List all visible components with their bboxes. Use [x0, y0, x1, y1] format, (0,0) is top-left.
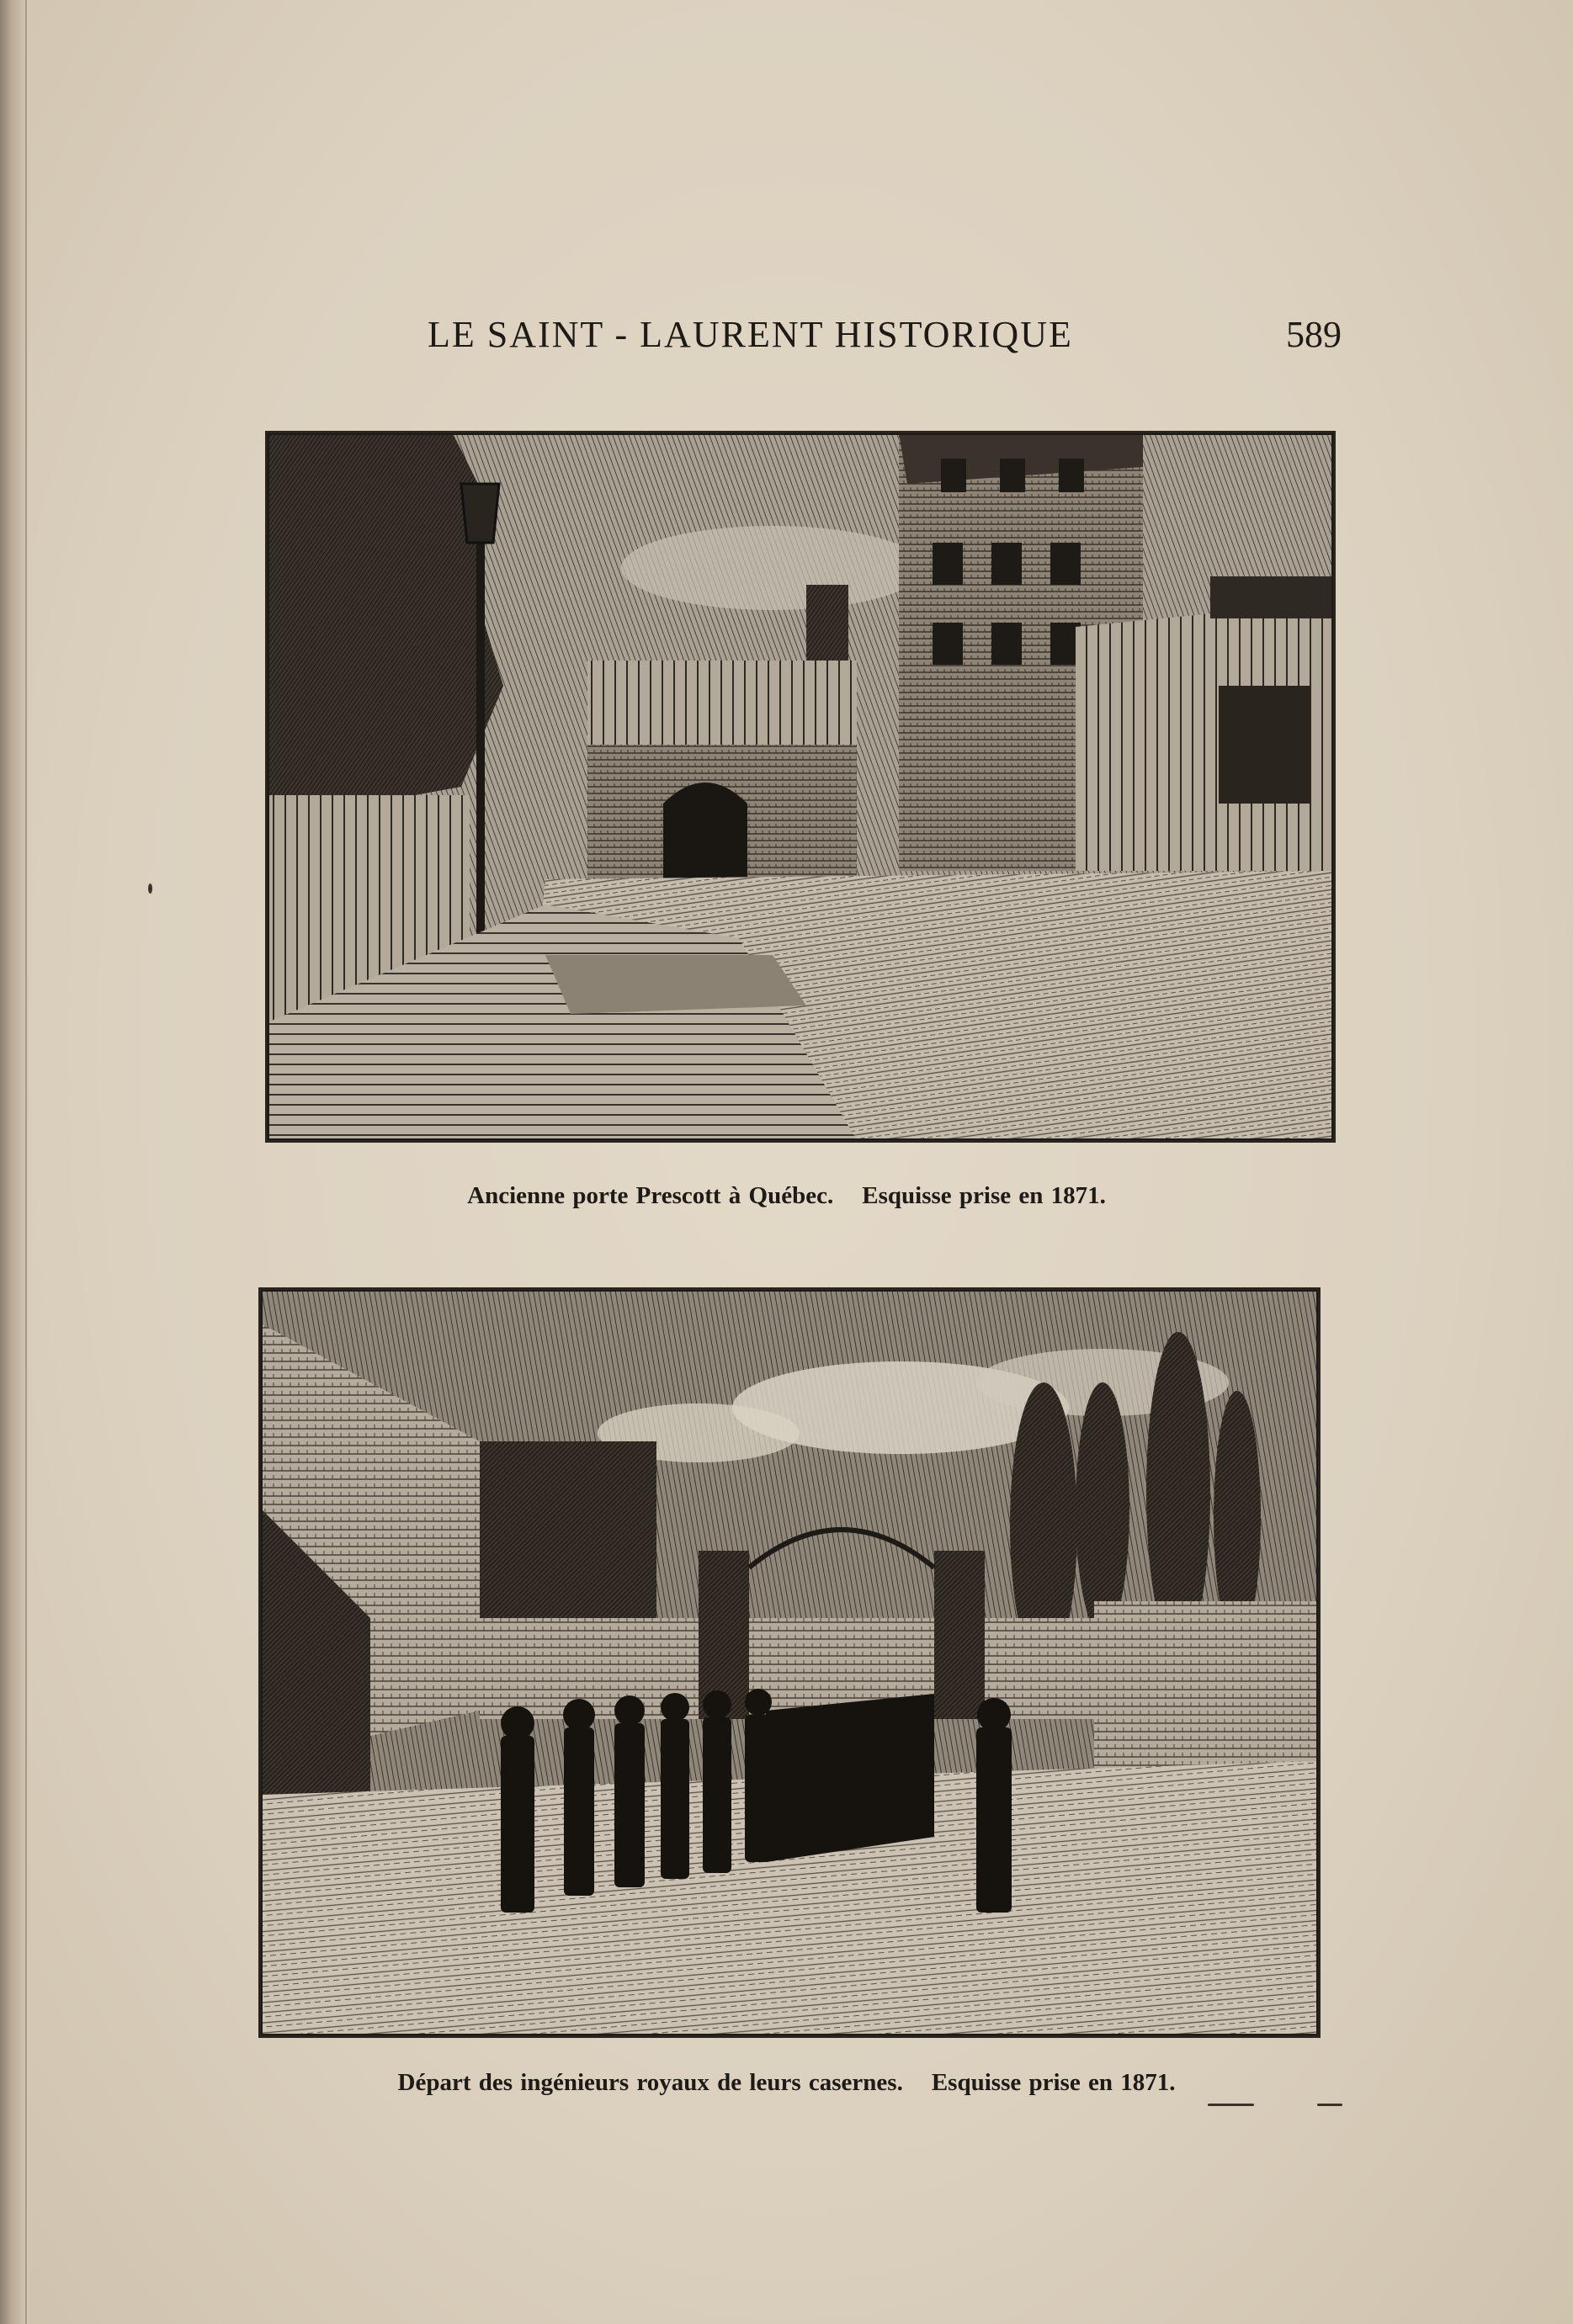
engraving-royal-engineers: [258, 1287, 1321, 2038]
illustration-caption: [0, 2069, 1573, 2097]
engraving-prescott-gate: [265, 431, 1336, 1143]
illustration-caption: [0, 1182, 1573, 1210]
caption-title: Départ des ingénieurs royaux de leurs casernes.: [397, 2069, 903, 2096]
caption-title: Ancienne porte Prescott à Québec.: [467, 1182, 834, 1209]
ink-mark: [1317, 2104, 1342, 2106]
ink-speck: [148, 883, 152, 894]
ink-mark: [1208, 2104, 1254, 2106]
running-head: [0, 313, 1573, 363]
prescott-gate-picture: [268, 433, 1333, 1140]
caption-date-note: Esquisse prise en 1871.: [862, 1182, 1106, 1209]
caption-date-note: Esquisse prise en 1871.: [931, 2069, 1176, 2096]
royal-engineers-picture: [261, 1290, 1318, 2035]
page-number: 589: [1286, 314, 1342, 355]
running-title: LE SAINT - LAURENT HISTORIQUE: [428, 314, 1073, 355]
